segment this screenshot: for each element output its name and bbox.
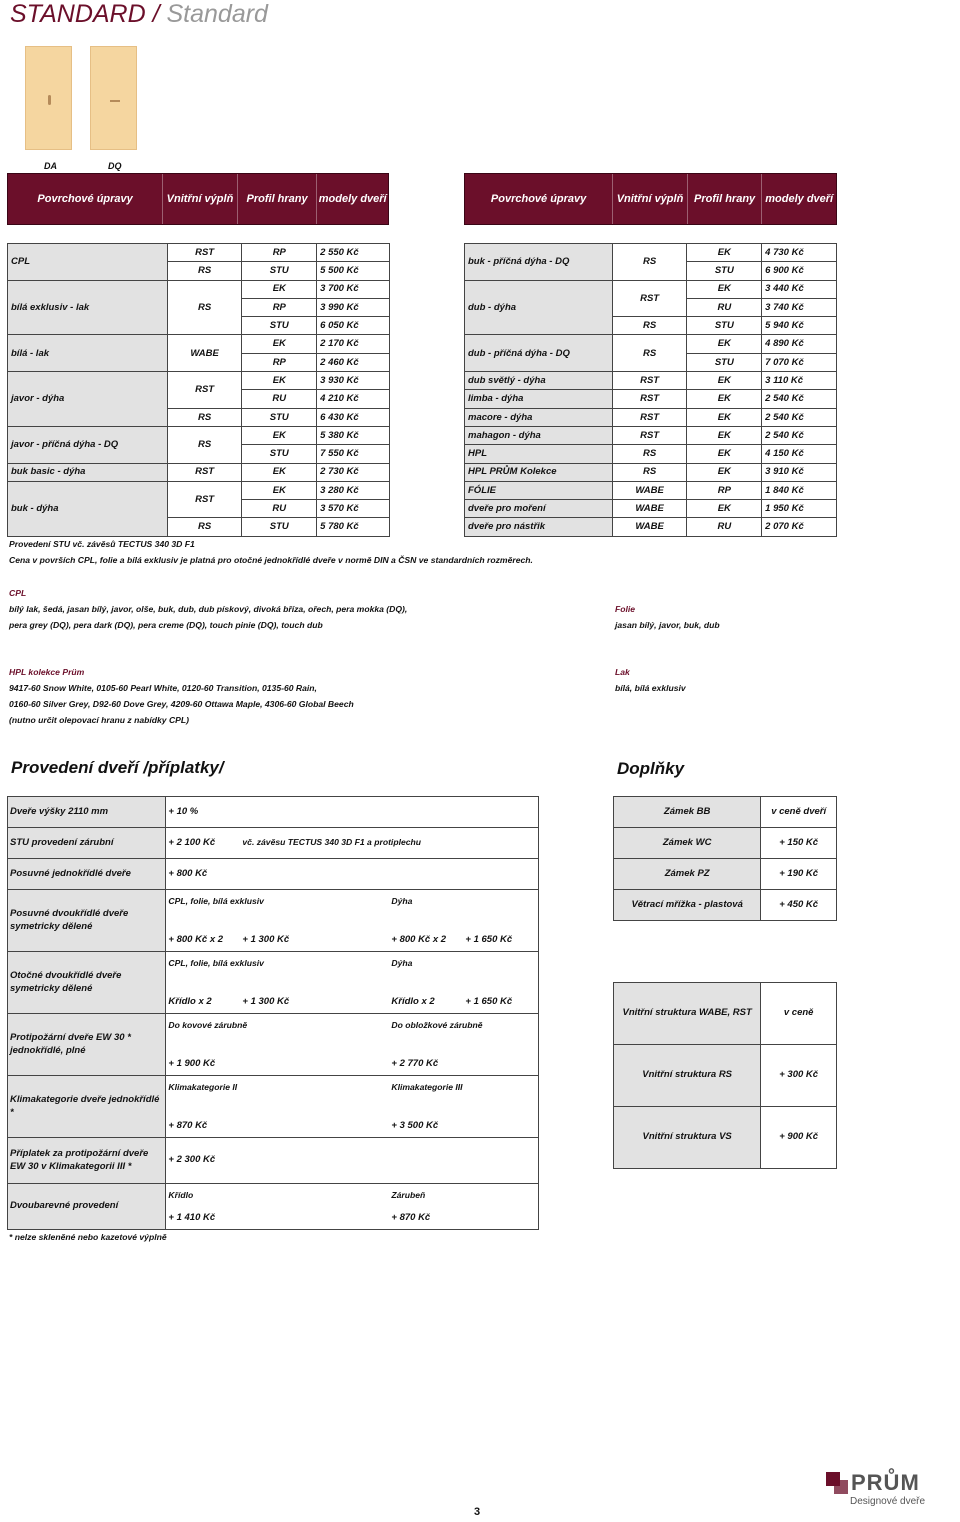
- price-cell: 6 900 Kč: [762, 262, 837, 280]
- price-cell: 2 730 Kč: [317, 463, 390, 481]
- surcharge-value: Křídlo Zárubeň + 1 410 Kč + 870 Kč: [166, 1184, 539, 1230]
- price-cell: 3 910 Kč: [762, 463, 837, 481]
- price-cell: 2 540 Kč: [762, 390, 837, 408]
- price-cell: 5 940 Kč: [762, 317, 837, 335]
- fill-cell: RST: [167, 481, 242, 518]
- surface-name: javor - příčná dýha - DQ: [8, 426, 168, 463]
- header-cell: Vnitřní výplň: [162, 174, 237, 224]
- price-cell: 3 110 Kč: [762, 372, 837, 390]
- header-cell: Povrchové úpravy: [37, 193, 133, 205]
- fill-cell: RST: [612, 408, 687, 426]
- structure-price: + 900 Kč: [761, 1107, 837, 1169]
- fill-cell: RS: [167, 280, 242, 335]
- header-cell: Povrchové úpravy: [490, 193, 587, 205]
- surface-name: HPL PRŮM Kolekce: [465, 463, 613, 481]
- accessory-name: Zámek BB: [614, 797, 761, 828]
- surcharge-value: CPL, folie, bílá exklusiv Dýha + 800 Kč x 2 + 1 300 Kč + 800 Kč x 2 + 1 650 Kč: [166, 890, 539, 952]
- edge-cell: RU: [687, 298, 762, 316]
- finish-list: 0160-60 Silver Grey, D92-60 Dove Grey, 4209-60 Ottawa Maple, 4306-60 Global Beech: [9, 699, 354, 709]
- surface-name: limba - dýha: [465, 390, 613, 408]
- fill-cell: RS: [167, 518, 242, 536]
- finish-title-cpl: CPL: [9, 588, 27, 598]
- surface-name: mahagon - dýha: [465, 426, 613, 444]
- logo-mark-icon: [826, 1472, 848, 1494]
- price-cell: 7 550 Kč: [317, 445, 390, 463]
- edge-cell: STU: [687, 262, 762, 280]
- price-cell: 6 430 Kč: [317, 408, 390, 426]
- fill-cell: WABE: [612, 500, 687, 518]
- fill-cell: RST: [167, 372, 242, 409]
- edge-cell: EK: [687, 445, 762, 463]
- price-cell: 5 780 Kč: [317, 518, 390, 536]
- surface-name: FÓLIE: [465, 481, 613, 499]
- edge-cell: RU: [242, 390, 317, 408]
- price-cell: 2 070 Kč: [762, 518, 837, 536]
- fill-cell: WABE: [612, 518, 687, 536]
- page-title: STANDARD / Standard: [10, 0, 268, 28]
- edge-cell: RP: [687, 481, 762, 499]
- edge-cell: EK: [242, 335, 317, 353]
- door-label: DA: [44, 161, 57, 171]
- accessory-price: + 150 Kč: [761, 828, 837, 859]
- surcharge-value: + 2 300 Kč: [166, 1138, 539, 1184]
- edge-cell: STU: [242, 518, 317, 536]
- finish-title-lak: Lak: [615, 667, 630, 677]
- edge-cell: EK: [242, 426, 317, 444]
- fill-cell: WABE: [612, 481, 687, 499]
- edge-cell: RU: [687, 518, 762, 536]
- price-cell: 1 840 Kč: [762, 481, 837, 499]
- finish-title-hpl: HPL kolekce Prüm: [9, 667, 85, 677]
- header-cell: modely dveří: [761, 174, 836, 224]
- header-cell: Vnitřní výplň: [612, 174, 687, 224]
- edge-cell: STU: [242, 408, 317, 426]
- finish-title-folie: Folie: [615, 604, 636, 614]
- structure-price: v ceně: [761, 983, 837, 1045]
- edge-cell: STU: [687, 353, 762, 371]
- structure-price: + 300 Kč: [761, 1045, 837, 1107]
- surcharge-name: Posuvné dvoukřídlé dveře symetricky dělené: [8, 890, 166, 952]
- surcharge-value: + 800 Kč: [166, 859, 539, 890]
- price-cell: 3 700 Kč: [317, 280, 390, 298]
- door-label: DQ: [108, 161, 122, 171]
- surface-name: buk basic - dýha: [8, 463, 168, 481]
- fill-cell: RST: [167, 244, 242, 262]
- door-da-image: [25, 46, 72, 150]
- price-cell: 3 740 Kč: [762, 298, 837, 316]
- finish-list: bílá, bílá exklusiv: [615, 683, 686, 693]
- prum-logo: [826, 1470, 951, 1507]
- price-cell: 6 050 Kč: [317, 317, 390, 335]
- price-table-right: [464, 243, 837, 537]
- finish-list: (nutno určit olepovací hranu z nabídky CPL): [9, 715, 190, 725]
- surcharge-table: [7, 796, 539, 1230]
- table-header-right: [464, 173, 837, 225]
- table-header-left: [7, 173, 389, 225]
- finish-list: pera grey (DQ), pera dark (DQ), pera creme (DQ), touch pinie (DQ), touch dub: [9, 620, 323, 630]
- edge-cell: EK: [687, 244, 762, 262]
- accessory-price: + 450 Kč: [761, 890, 837, 921]
- price-cell: 3 570 Kč: [317, 500, 390, 518]
- edge-cell: EK: [687, 335, 762, 353]
- price-cell: 3 930 Kč: [317, 372, 390, 390]
- fill-cell: RS: [167, 426, 242, 463]
- price-cell: 2 460 Kč: [317, 353, 390, 371]
- finish-list: jasan bílý, javor, buk, dub: [615, 620, 720, 630]
- door-dq-image: [90, 46, 137, 150]
- section-heading-provedeni: Provedení dveří /příplatky/: [11, 758, 224, 777]
- edge-cell: EK: [242, 481, 317, 499]
- footnote: * nelze skleněné nebo kazetové výplně: [9, 1232, 167, 1242]
- price-cell: 1 950 Kč: [762, 500, 837, 518]
- price-cell: 7 070 Kč: [762, 353, 837, 371]
- surface-name: javor - dýha: [8, 372, 168, 427]
- surcharge-value: Klimakategorie II Klimakategorie III + 870 Kč + 3 500 Kč: [166, 1076, 539, 1138]
- edge-cell: EK: [687, 500, 762, 518]
- price-cell: 3 280 Kč: [317, 481, 390, 499]
- price-cell: 4 210 Kč: [317, 390, 390, 408]
- fill-cell: RS: [612, 335, 687, 372]
- surface-name: buk - dýha: [8, 481, 168, 536]
- fill-cell: RST: [612, 372, 687, 390]
- edge-cell: EK: [687, 408, 762, 426]
- edge-cell: EK: [687, 390, 762, 408]
- price-cell: 3 990 Kč: [317, 298, 390, 316]
- edge-cell: RP: [242, 244, 317, 262]
- logo-tagline: Designové dveře: [850, 1496, 926, 1507]
- fill-cell: RS: [612, 445, 687, 463]
- surcharge-name: Dvoubarevné provedení: [8, 1184, 166, 1230]
- edge-cell: STU: [242, 445, 317, 463]
- surface-name: dveře pro nástřik: [465, 518, 613, 536]
- edge-cell: EK: [242, 372, 317, 390]
- edge-cell: RU: [242, 500, 317, 518]
- surcharge-value: + 2 100 Kč vč. závěsu TECTUS 340 3D F1 a protiplechu: [166, 828, 539, 859]
- fill-cell: RS: [612, 463, 687, 481]
- edge-cell: STU: [242, 262, 317, 280]
- note-price: Cena v površích CPL, folie a bílá exklusiv je platná pro otočné jednokřídlé dveře v normě DIN a ČSN ve standardních rozměrech.: [9, 555, 533, 565]
- structure-name: Vnitřní struktura WABE, RST: [614, 983, 761, 1045]
- edge-cell: EK: [687, 372, 762, 390]
- price-cell: 3 440 Kč: [762, 280, 837, 298]
- header-cell: Profil hrany: [687, 174, 762, 224]
- header-cell: Profil hrany: [237, 174, 317, 224]
- fill-cell: RST: [612, 280, 687, 317]
- fill-cell: WABE: [167, 335, 242, 372]
- surcharge-name: Posuvné jednokřídlé dveře: [8, 859, 166, 890]
- finish-list: 9417-60 Snow White, 0105-60 Pearl White, 0120-60 Transition, 0135-60 Rain,: [9, 683, 317, 693]
- fill-cell: RST: [612, 426, 687, 444]
- price-cell: 2 170 Kč: [317, 335, 390, 353]
- surcharge-name: Příplatek za protipožární dveře EW 30 v Klimakategorii III *: [8, 1138, 166, 1184]
- surface-name: dub - příčná dýha - DQ: [465, 335, 613, 372]
- surcharge-name: Klimakategorie dveře jednokřídlé *: [8, 1076, 166, 1138]
- surcharge-name: Otočné dvoukřídlé dveře symetricky dělené: [8, 952, 166, 1014]
- edge-cell: RP: [242, 353, 317, 371]
- edge-cell: EK: [687, 426, 762, 444]
- surface-name: buk - příčná dýha - DQ: [465, 244, 613, 281]
- accessory-name: Větrací mřížka - plastová: [614, 890, 761, 921]
- accessory-price: v ceně dveří: [761, 797, 837, 828]
- surface-name: bílá - lak: [8, 335, 168, 372]
- price-cell: 5 500 Kč: [317, 262, 390, 280]
- surcharge-value: Do kovové zárubně Do obložkové zárubně + 1 900 Kč + 2 770 Kč: [166, 1014, 539, 1076]
- price-cell: 4 150 Kč: [762, 445, 837, 463]
- header-cell: modely dveří: [316, 174, 388, 224]
- edge-cell: EK: [242, 280, 317, 298]
- fill-cell: RS: [167, 262, 242, 280]
- surface-name: HPL: [465, 445, 613, 463]
- surface-name: dveře pro moření: [465, 500, 613, 518]
- accessory-name: Zámek PZ: [614, 859, 761, 890]
- edge-cell: EK: [687, 463, 762, 481]
- structure-name: Vnitřní struktura VS: [614, 1107, 761, 1169]
- surcharge-name: Dveře výšky 2110 mm: [8, 797, 166, 828]
- price-cell: 4 890 Kč: [762, 335, 837, 353]
- surface-name: macore - dýha: [465, 408, 613, 426]
- fill-cell: RS: [612, 244, 687, 281]
- price-cell: 5 380 Kč: [317, 426, 390, 444]
- accessory-price: + 190 Kč: [761, 859, 837, 890]
- edge-cell: RP: [242, 298, 317, 316]
- surcharge-value: CPL, folie, bílá exklusiv Dýha Křídlo x 2 + 1 300 Kč Křídlo x 2 + 1 650 Kč: [166, 952, 539, 1014]
- note-stu: Provedení STU vč. závěsů TECTUS 340 3D F1: [9, 539, 195, 549]
- fill-cell: RS: [612, 317, 687, 335]
- surface-name: bílá exklusiv - lak: [8, 280, 168, 335]
- surface-name: CPL: [8, 244, 168, 281]
- fill-cell: RST: [612, 390, 687, 408]
- structure-name: Vnitřní struktura RS: [614, 1045, 761, 1107]
- surcharge-name: Protipožární dveře EW 30 * jednokřídlé, plné: [8, 1014, 166, 1076]
- fill-cell: RS: [167, 408, 242, 426]
- structure-table: [613, 982, 837, 1169]
- edge-cell: STU: [687, 317, 762, 335]
- edge-cell: EK: [242, 463, 317, 481]
- section-heading-doplnky: Doplňky: [617, 759, 685, 778]
- surface-name: dub - dýha: [465, 280, 613, 335]
- edge-cell: STU: [242, 317, 317, 335]
- price-cell: 2 540 Kč: [762, 426, 837, 444]
- surcharge-name: STU provedení zárubní: [8, 828, 166, 859]
- fill-cell: RST: [167, 463, 242, 481]
- price-table-left: [7, 243, 390, 537]
- edge-cell: EK: [687, 280, 762, 298]
- finish-list: bílý lak, šedá, jasan bílý, javor, olše, buk, dub, dub pískový, divoká bříza, ořech, pera mokka (DQ),: [9, 604, 408, 614]
- page-number: 3: [474, 1506, 481, 1518]
- accessories-table: [613, 796, 837, 921]
- logo-brand: PRŮM: [851, 1470, 920, 1495]
- price-cell: 2 540 Kč: [762, 408, 837, 426]
- surcharge-value: + 10 %: [166, 797, 539, 828]
- price-cell: 2 550 Kč: [317, 244, 390, 262]
- surface-name: dub světlý - dýha: [465, 372, 613, 390]
- price-cell: 4 730 Kč: [762, 244, 837, 262]
- accessory-name: Zámek WC: [614, 828, 761, 859]
